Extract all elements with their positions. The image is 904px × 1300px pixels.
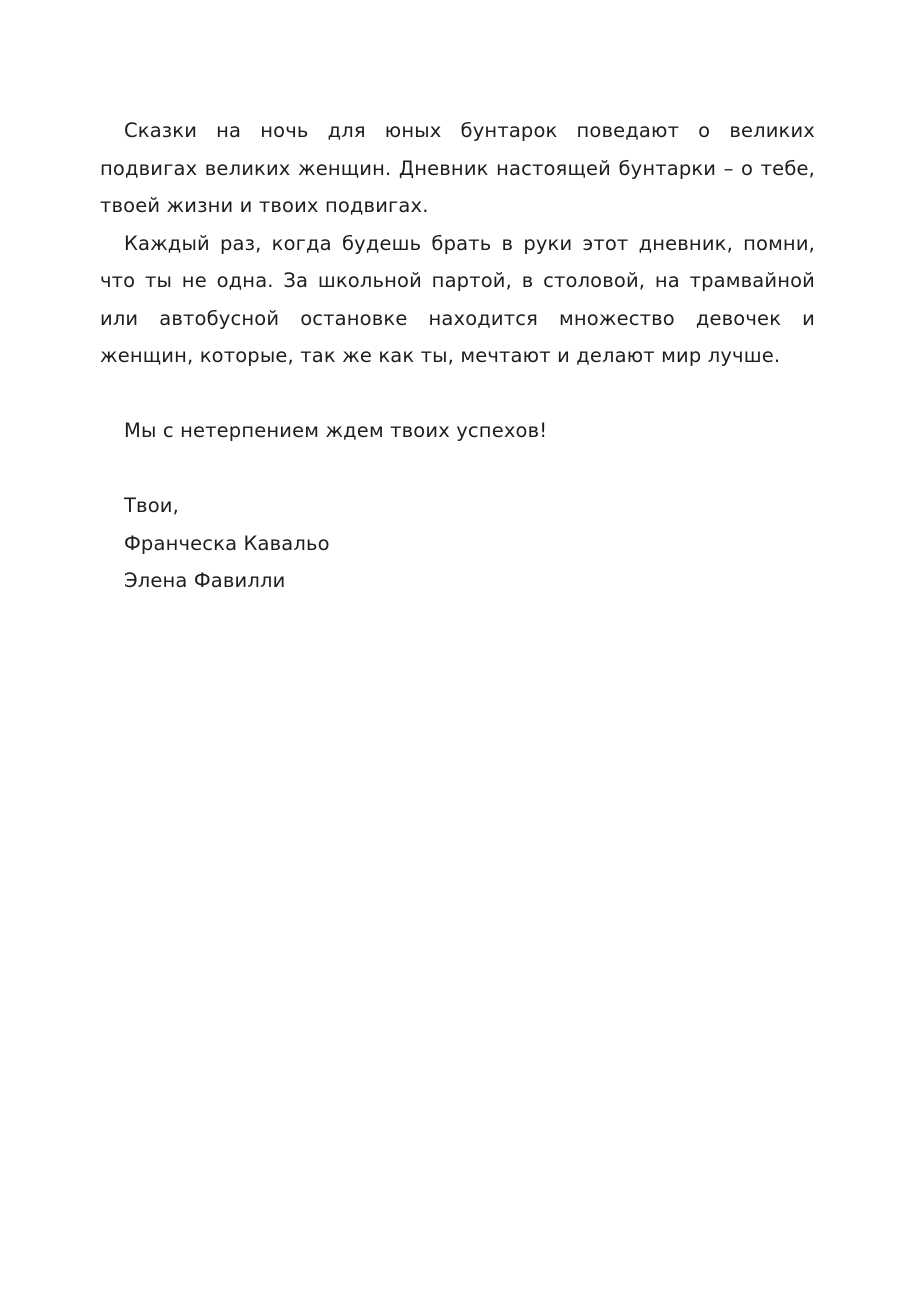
salutation: Твои, bbox=[124, 494, 179, 517]
signature-author-2: Элена Фавилли bbox=[124, 569, 286, 592]
signature-author-1: Франческа Кавальо bbox=[124, 531, 330, 555]
closing-line: Мы с нетерпением ждем твоих успехов! bbox=[124, 419, 548, 442]
body-paragraph: Каждый раз, когда будешь брать в руки этот дневник, помни, что ты не одна. За школьной партой, в столовой, на трамвайной или автобусной остановке находится множество девочек и женщин, которые, так же как ты, мечтают и делают мир лучше. bbox=[100, 231, 815, 367]
intro-paragraph: Сказки на ночь для юных бунтарок поведают о великих подвигах великих женщин. Дневник настоящей бунтарки – о тебе, твоей жизни и твоих подвигах. bbox=[100, 119, 815, 217]
blank-line bbox=[100, 375, 815, 413]
blank-line bbox=[100, 450, 815, 488]
document-body bbox=[100, 112, 815, 600]
